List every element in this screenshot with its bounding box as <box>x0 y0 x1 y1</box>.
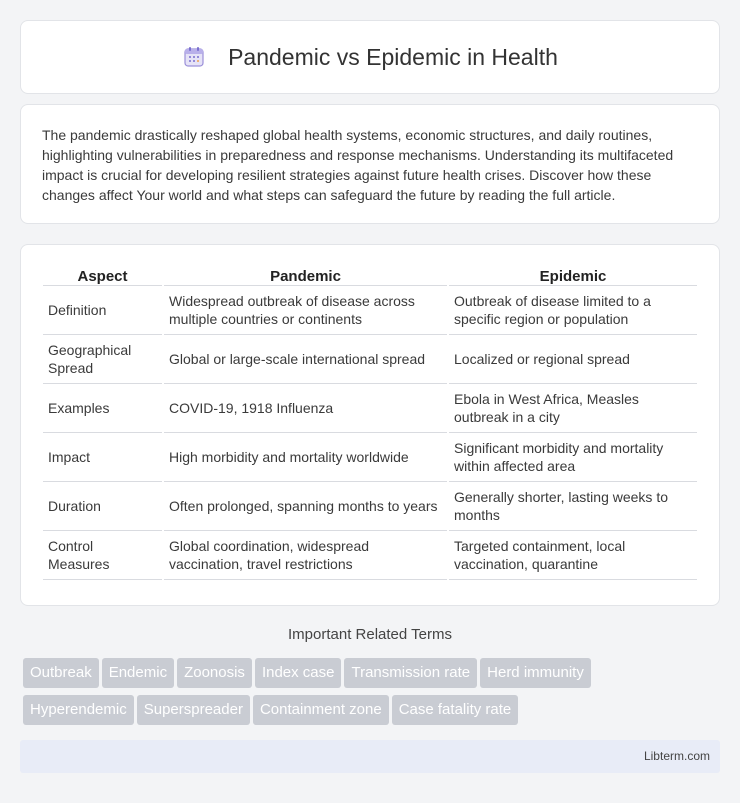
related-terms-list <box>23 658 723 732</box>
table-cell: Widespread outbreak of disease across multiple countries or continents <box>164 286 447 335</box>
table-cell: Often prolonged, spanning months to years <box>164 482 447 531</box>
calendar-icon <box>182 45 206 69</box>
table-cell: Localized or regional spread <box>449 335 697 384</box>
table-cell: Geographical Spread <box>43 335 162 384</box>
related-term-tag[interactable]: Index case <box>255 658 342 688</box>
table-row <box>43 531 697 580</box>
related-term-tag[interactable]: Zoonosis <box>177 658 252 688</box>
table-cell: Definition <box>43 286 162 335</box>
table-cell: Global or large-scale international spread <box>164 335 447 384</box>
column-header-pandemic: Pandemic <box>164 265 447 286</box>
intro-paragraph: The pandemic drastically reshaped global health systems, economic structures, and daily routines, highlighting vulnerabilities in preparedness and response mechanisms. Understanding its multifaceted impact is crucial for developing resilient strategies against future health crises. Discover how these changes affect Your world and what steps can safeguard the future by reading the full article. <box>42 127 674 203</box>
related-term-tag[interactable]: Case fatality rate <box>392 695 519 725</box>
table-row <box>43 286 697 335</box>
table-cell: COVID-19, 1918 Influenza <box>164 384 447 433</box>
title-card <box>20 20 720 94</box>
table-cell: High morbidity and mortality worldwide <box>164 433 447 482</box>
column-header-aspect: Aspect <box>43 265 162 286</box>
table-cell: Ebola in West Africa, Measles outbreak in a city <box>449 384 697 433</box>
table-cell: Examples <box>43 384 162 433</box>
table-row <box>43 433 697 482</box>
table-cell: Generally shorter, lasting weeks to months <box>449 482 697 531</box>
table-cell: Global coordination, widespread vaccination, travel restrictions <box>164 531 447 580</box>
table-row <box>43 335 697 384</box>
table-cell: Targeted containment, local vaccination, quarantine <box>449 531 697 580</box>
comparison-card <box>20 244 720 606</box>
table-cell: Duration <box>43 482 162 531</box>
related-term-tag[interactable]: Superspreader <box>137 695 250 725</box>
related-term-tag[interactable]: Transmission rate <box>344 658 477 688</box>
column-header-epidemic: Epidemic <box>449 265 697 286</box>
table-row <box>43 482 697 531</box>
intro-card <box>20 104 720 224</box>
related-term-tag[interactable]: Containment zone <box>253 695 389 725</box>
footer <box>20 740 720 773</box>
table-cell: Control Measures <box>43 531 162 580</box>
page-title: Pandemic vs Epidemic in Health <box>228 43 558 70</box>
related-term-tag[interactable]: Endemic <box>102 658 174 688</box>
related-term-tag[interactable]: Hyperendemic <box>23 695 134 725</box>
table-row <box>43 384 697 433</box>
related-terms-title: Important Related Terms <box>288 626 452 643</box>
table-cell: Outbreak of disease limited to a specific region or population <box>449 286 697 335</box>
related-term-tag[interactable]: Herd immunity <box>480 658 591 688</box>
comparison-table <box>41 265 699 580</box>
related-term-tag[interactable]: Outbreak <box>23 658 99 688</box>
table-cell: Significant morbidity and mortality within affected area <box>449 433 697 482</box>
table-cell: Impact <box>43 433 162 482</box>
footer-site-link[interactable]: Libterm.com <box>643 749 710 763</box>
